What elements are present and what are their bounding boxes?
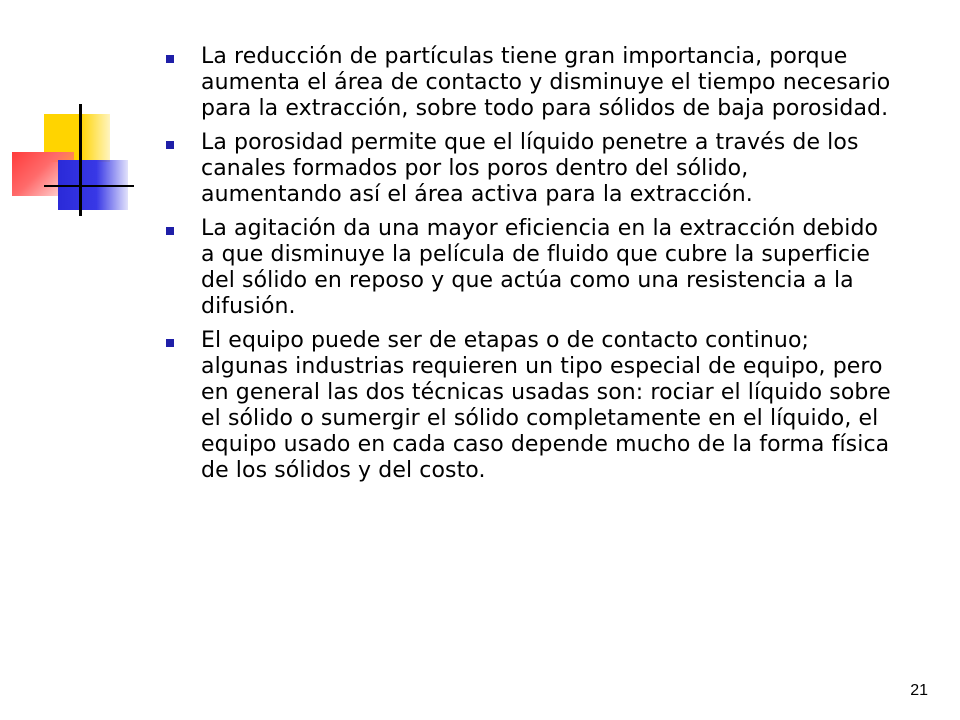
square-bullet-icon xyxy=(166,339,174,347)
corner-decoration xyxy=(0,0,140,230)
bullet-text: La agitación da una mayor eficiencia en la extracción debido a que disminuye la película de fluido que cubre la superficie del sólido en reposo y que actúa como una resistencia a la difusión. xyxy=(201,216,879,319)
square-bullet-icon xyxy=(166,55,174,63)
bullet-item xyxy=(166,328,896,484)
bullet-text: La reducción de partículas tiene gran importancia, porque aumenta el área de contacto y disminuye el tiempo necesario para la extracción, sobre todo para sólidos de baja porosidad. xyxy=(201,44,891,121)
slide-content xyxy=(166,44,896,492)
bullet-item xyxy=(166,44,896,122)
bullet-text: La porosidad permite que el líquido penetre a través de los canales formados por los poros dentro del sólido, aumentando así el área activa para la extracción. xyxy=(201,130,859,207)
page-number: 21 xyxy=(910,682,928,699)
square-bullet-icon xyxy=(166,227,174,235)
bullet-text: El equipo puede ser de etapas o de contacto continuo; algunas industrias requieren un tipo especial de equipo, pero en general las dos técnicas usadas son: rociar el líquido sobre el sólido o sumergir el sólido completamente en el líquido, el equipo usado en cada caso depende mucho de la forma física de los sólidos y del costo. xyxy=(201,328,891,483)
horizontal-line-decoration xyxy=(44,185,134,187)
square-bullet-icon xyxy=(166,141,174,149)
vertical-line-decoration xyxy=(79,104,82,216)
bullet-item xyxy=(166,216,896,320)
bullet-list xyxy=(166,44,896,484)
bullet-item xyxy=(166,130,896,208)
